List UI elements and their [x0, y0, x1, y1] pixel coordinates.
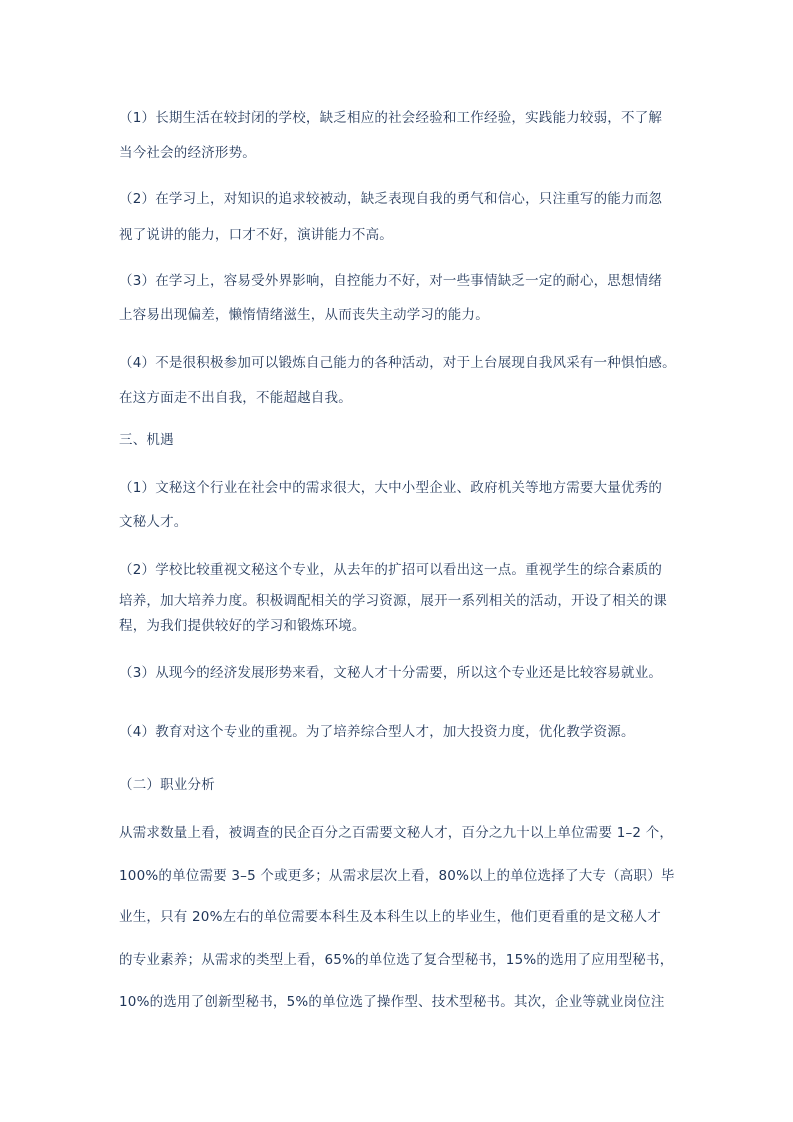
text-line: 业生，只有 20%左右的单位需要本科生及本科生以上的毕业生，他们更看重的是文秘人才 [119, 909, 661, 925]
text-line: 在这方面走不出自我，不能超越自我。 [119, 390, 352, 406]
text-line: （2）学校比较重视文秘这个专业，从去年的扩招可以看出这一点。重视学生的综合素质的 [119, 562, 663, 578]
text-line: 当今社会的经济形势。 [119, 145, 256, 161]
text-line: 文秘人才。 [119, 514, 188, 530]
text-line: 视了说讲的能力，口才不好，演讲能力不高。 [119, 227, 393, 243]
text-line: 10%的选用了创新型秘书，5%的单位选了操作型、技术型秘书。其次，企业等就业岗位注 [119, 994, 665, 1010]
text-line: （2）在学习上，对知识的追求较被动，缺乏表现自我的勇气和信心，只注重写的能力而忽 [119, 191, 663, 207]
text-line: （3）从现今的经济发展形势来看，文秘人才十分需要，所以这个专业还是比较容易就业。 [119, 665, 663, 681]
text-line: 从需求数量上看，被调查的民企百分之百需要文秘人才，百分之九十以上单位需要 1–2 个， [119, 825, 674, 841]
section-heading: （二）职业分析 [119, 777, 215, 793]
text-line: 的专业素养；从需求的类型上看，65%的单位选了复合型秘书，15%的选用了应用型秘书， [119, 952, 674, 968]
text-line: 上容易出现偏差，懒惰情绪滋生，从而丧失主动学习的能力。 [119, 307, 489, 323]
text-line: （1）长期生活在较封闭的学校，缺乏相应的社会经验和工作经验，实践能力较弱，不了解 [119, 110, 663, 126]
text-line: （1）文秘这个行业在社会中的需求很大，大中小型企业、政府机关等地方需要大量优秀的 [119, 480, 663, 496]
text-line: （3）在学习上，容易受外界影响，自控能力不好，对一些事情缺乏一定的耐心，思想情绪 [119, 273, 663, 289]
text-line: 培养，加大培养力度。积极调配相关的学习资源，展开一系列相关的活动，开设了相关的课 [119, 593, 667, 609]
text-line: 100%的单位需要 3–5 个或更多；从需求层次上看，80%以上的单位选择了大专（高职）毕 [119, 868, 675, 884]
text-line: （4）不是很积极参加可以锻炼自己能力的各种活动，对于上台展现自我风采有一种惧怕感。 [119, 355, 676, 371]
section-heading: 三、机遇 [119, 432, 174, 448]
text-line: （4）教育对这个专业的重视。为了培养综合型人才，加大投资力度，优化教学资源。 [119, 724, 635, 740]
text-line: 程，为我们提供较好的学习和锻炼环境。 [119, 618, 366, 634]
